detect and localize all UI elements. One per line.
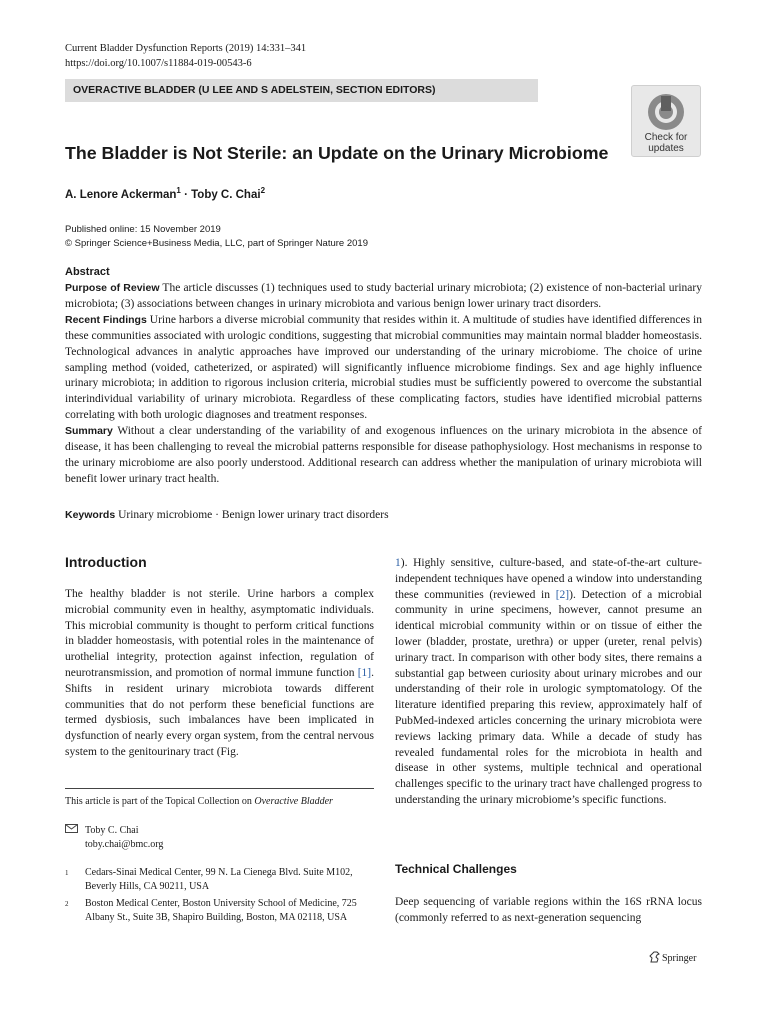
- abstract-body: [65, 281, 702, 488]
- affiliation-1: [65, 866, 385, 894]
- topical-collection-note: [65, 795, 333, 809]
- summary-label: Summary: [65, 425, 113, 438]
- keywords-text: Urinary microbiome · Benign lower urinary tract disorders: [118, 509, 389, 521]
- affiliation-number: 1: [65, 869, 69, 877]
- affiliation-text: Boston Medical Center, Boston University School of Medicine, 725 Albany St., Suite 3B, Shapiro Building, Boston, MA 02118, USA: [85, 898, 357, 923]
- purpose-label: Purpose of Review: [65, 282, 160, 294]
- corresponding-author: [65, 824, 163, 852]
- author-name[interactable]: Toby C. Chai: [191, 188, 261, 201]
- abstract-heading: Abstract: [65, 266, 110, 278]
- keywords: [65, 507, 389, 523]
- author-affiliation-mark: 2: [260, 186, 266, 195]
- topical-collection-link[interactable]: Overactive Bladder: [254, 796, 333, 807]
- springer-horse-icon: [649, 951, 660, 963]
- article-title: The Bladder is Not Sterile: an Update on the Urinary Microbiome: [65, 143, 609, 163]
- author-name[interactable]: A. Lenore Ackerman: [65, 188, 177, 201]
- envelope-icon: [65, 824, 85, 838]
- topical-prefix: This article is part of the Topical Collection on: [65, 796, 255, 807]
- abstract-findings: [65, 313, 702, 424]
- introduction-paragraph-left: [65, 587, 374, 761]
- technical-challenges-heading: Technical Challenges: [395, 862, 517, 876]
- author-list: [65, 181, 265, 205]
- figure-link[interactable]: 1: [395, 557, 401, 569]
- intro-text: ). Detection of a microbial community in urine specimens, however, cannot presume an identical microbial community within or on tissue of either the lower (bladder, prostate, urethra) or upper (ureter, renal pelvis) urinary tract. In comparison with other body sites, there remains a substantial gap between curiosity about urinary microbes and our understanding of their role in urologic symptomatology. Of the literature identified preparing this review, approximately half of PubMed-indexed articles concerning the urinary microbiota were reviews lacking primary data. While a decade of study has revealed fundamental roles for the microbiota in health and disease in other systems, multiple technical and operational challenges specific to the urinary tract have challenged progress to understanding the urinary microbiome’s specific functions.: [395, 588, 702, 806]
- publisher-logo: [649, 951, 696, 966]
- intro-text: ). Highly sensitive, culture-based, and state-of-the-art culture-independent techniques have opened a window into understanding these communities (reviewed in: [395, 557, 702, 601]
- check-for-updates-badge[interactable]: [631, 85, 701, 157]
- copyright-text: Springer Science+Business Media, LLC, part of Springer Nature 2019: [74, 238, 368, 249]
- findings-text: Urine harbors a diverse microbial community that resides within it. A multitude of studies have identified differences in these communities associated with urologic conditions, suggesting that microbial communities may maintain normal bladder homeostasis. Technological advances in analytic approaches have improved our understanding of the urinary microbiome. The choice of urine sampling method (voided, catheterized, or aspirated) will significantly influence microbiome findings. Sex and age highly influence urinary microbiota; in addition to rigorous inclusion criteria, microbial studies must be sufficiently powered to overcome the substantial interindividual variability of urinary microbiota. Regardless of these complicating factors, studies have identified microbial patterns correlating with both urologic diagnoses and treatment responses.: [65, 313, 702, 422]
- contact-block: [85, 824, 163, 852]
- contact-name: Toby C. Chai: [85, 825, 139, 836]
- author-separator: ·: [184, 188, 188, 201]
- published-date: Published online: 15 November 2019: [65, 224, 221, 235]
- crossmark-icon: [646, 92, 686, 132]
- findings-label: Recent Findings: [65, 313, 147, 326]
- updates-label: updates: [648, 143, 684, 154]
- journal-line: Current Bladder Dysfunction Reports (2019) 14:331–341: [65, 43, 307, 54]
- check-for-label: Check for: [644, 132, 688, 143]
- affiliation-2: [65, 897, 385, 925]
- intro-text: . Shifts in resident urinary microbiota towards different communities that do not perform these beneficial functions are termed dysbiosis, such imbalances have been implicated in dysfunction of nearly every organ system, from the central nervous system to the genitourinary tract (Fig.: [65, 666, 374, 758]
- affiliation-number: 2: [65, 900, 69, 908]
- section-bar: OVERACTIVE BLADDER (U LEE AND S ADELSTEIN, SECTION EDITORS): [65, 79, 538, 102]
- footnote-divider: [65, 788, 374, 789]
- citation-link[interactable]: [1]: [357, 666, 372, 679]
- purpose-text: The article discusses (1) techniques used to study bacterial urinary microbiota; (2) existence of non-bacterial urinary microbiota; (3) associations between changes in urinary microbiota and various benign lower urinary tract disorders.: [65, 282, 702, 310]
- introduction-heading: Introduction: [65, 554, 147, 570]
- publication-info: [65, 223, 368, 251]
- abstract-purpose: [65, 281, 702, 313]
- publisher-name: Springer: [662, 953, 697, 964]
- introduction-paragraph-right: [395, 556, 702, 809]
- affiliation-text: Cedars-Sinai Medical Center, 99 N. La Cienega Blvd. Suite M102, Beverly Hills, CA 90211, USA: [85, 867, 353, 892]
- keywords-label: Keywords: [65, 509, 116, 521]
- summary-text: Without a clear understanding of the variability of and exogenous influences on the urinary microbiota in the absence of disease, it has been challenging to reveal the microbial patterns responsible for disease pathophysiology. Host mechanisms in response to the urinary microbiome are also poorly understood. Additional research can address whether the manipulation of urinary microbiota will benefit lower urinary tract health.: [65, 425, 702, 485]
- abstract-summary: [65, 424, 702, 488]
- technical-challenges-paragraph: Deep sequencing of variable regions within the 16S rRNA locus (commonly referred to as next-generation sequencing: [395, 896, 702, 924]
- intro-text: The healthy bladder is not sterile. Urine harbors a complex microbial community even in healthy, asymptomatic individuals. This microbial community is thought to perform critical functions in bladder homeostasis, with potential roles in the maintenance of urothelial integrity, protection against infection, regulation of neurotransmission, and promotion of normal immune function: [65, 588, 374, 679]
- author-affiliation-mark: 1: [176, 186, 181, 195]
- copyright-symbol: ©: [65, 238, 72, 249]
- contact-email[interactable]: toby.chai@bmc.org: [85, 839, 164, 850]
- doi-link[interactable]: https://doi.org/10.1007/s11884-019-00543-6: [65, 58, 252, 69]
- copyright-line: [65, 237, 368, 251]
- journal-citation: [65, 41, 306, 71]
- citation-link[interactable]: [2]: [555, 588, 570, 601]
